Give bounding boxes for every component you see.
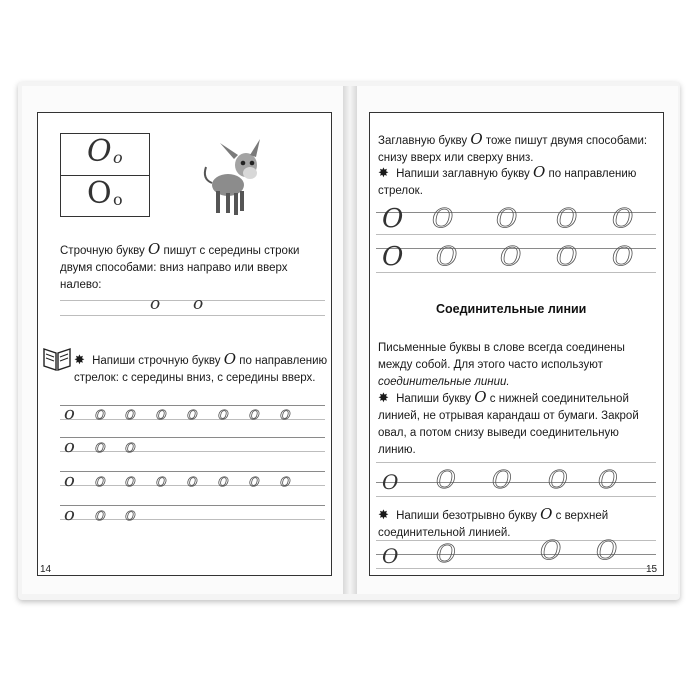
practice-letter-dotted: o bbox=[187, 470, 198, 491]
inline-letter: O bbox=[147, 240, 161, 258]
upper-practice-letter: O bbox=[382, 242, 404, 272]
practice-letter-dotted: o bbox=[156, 403, 167, 424]
connector-letter-dotted: O bbox=[548, 466, 568, 494]
practice-letter-dotted: o bbox=[280, 403, 291, 424]
donkey-illustration bbox=[198, 135, 273, 220]
connector-letter-dotted: O bbox=[436, 466, 456, 494]
letter-sample-lower-print: o bbox=[113, 190, 123, 209]
letter-sample-lower-1: o bbox=[113, 148, 123, 167]
star-bullet-icon: ✸ bbox=[378, 165, 389, 180]
practice-letter-dotted: o bbox=[280, 470, 291, 491]
practice-letter-dotted: o bbox=[249, 403, 260, 424]
practice-letter-dotted: o bbox=[95, 504, 106, 525]
practice-letter-dotted: o bbox=[249, 470, 260, 491]
right-task-2: ✸ Напиши букву O с нижней соединительной линией, не отрывая карандаш от бумаги. Закрой овал, а потом снизу выведи соединительную линию. bbox=[378, 388, 639, 456]
upper-practice-letter: O bbox=[382, 204, 404, 234]
page-number-left: 14 bbox=[40, 564, 52, 575]
upper-practice-dotted: O bbox=[612, 204, 634, 234]
top-connector-dotted: O bbox=[540, 536, 562, 566]
left-task-1: ✸ Напиши строчную букву O по направлению стрелок: с середины вниз, с середины вверх. bbox=[74, 350, 328, 384]
connector-letter-dotted: O bbox=[492, 466, 512, 494]
practice-letter: o bbox=[64, 470, 75, 491]
upper-practice-dotted: O bbox=[500, 242, 522, 272]
upper-practice-dotted: O bbox=[612, 242, 634, 272]
practice-letter-dotted: o bbox=[218, 403, 229, 424]
upper-practice-dotted: O bbox=[432, 204, 454, 234]
practice-letter-dotted: o bbox=[95, 470, 106, 491]
upper-practice-dotted: O bbox=[436, 242, 458, 272]
upper-practice-dotted: O bbox=[556, 242, 578, 272]
practice-letter-dotted: o bbox=[125, 436, 136, 457]
right-paragraph-2: Письменные буквы в слове всегда соединены между собой. Для этого часто используют соединительные линии. bbox=[378, 342, 625, 388]
example-letter-2: o bbox=[193, 294, 204, 314]
practice-letter-dotted: o bbox=[125, 504, 136, 525]
practice-letter-dotted: o bbox=[125, 403, 136, 424]
example-letter-1: o bbox=[150, 294, 161, 314]
star-bullet-icon: ✸ bbox=[378, 390, 389, 405]
page-number-right: 15 bbox=[646, 564, 658, 575]
connector-letter-dotted: O bbox=[598, 466, 618, 494]
practice-letter-dotted: o bbox=[95, 436, 106, 457]
right-task-3: ✸ Напиши безотрывно букву O с верхней соединительной линией. bbox=[378, 505, 609, 539]
practice-letter-dotted: o bbox=[218, 470, 229, 491]
practice-letter: o bbox=[64, 403, 75, 424]
right-task-1: ✸ Напиши заглавную букву O по направлению стрелок. bbox=[378, 163, 637, 197]
practice-letter-dotted: o bbox=[125, 470, 136, 491]
left-paragraph-1: Строчную букву O пишут с середины строки двумя способами: вниз направо или вверх налево: bbox=[60, 240, 300, 291]
right-paragraph-1: Заглавную букву O тоже пишут двумя способами: снизу вверх или сверху вниз. bbox=[378, 130, 648, 164]
star-bullet-icon: ✸ bbox=[378, 507, 389, 522]
upper-practice-dotted: O bbox=[496, 204, 518, 234]
letter-sample-upper: O bbox=[87, 134, 112, 169]
book-spine bbox=[343, 86, 357, 594]
practice-letter-dotted: o bbox=[187, 403, 198, 424]
top-connector-letter: O bbox=[382, 544, 399, 568]
letter-sample-upper-print: O bbox=[87, 176, 112, 211]
top-connector-dotted: O bbox=[596, 536, 618, 566]
book-icon bbox=[42, 343, 72, 373]
practice-letter: o bbox=[64, 504, 75, 525]
section-title: Соединительные линии bbox=[436, 302, 587, 316]
upper-practice-dotted: O bbox=[556, 204, 578, 234]
practice-letter-dotted: o bbox=[95, 403, 106, 424]
practice-letter-dotted: o bbox=[156, 470, 167, 491]
practice-letter: o bbox=[64, 436, 75, 457]
letter-sample-box bbox=[60, 133, 150, 217]
star-bullet-icon: ✸ bbox=[74, 352, 85, 367]
connector-letter: O bbox=[382, 470, 399, 494]
top-connector-dotted: O bbox=[436, 540, 456, 568]
